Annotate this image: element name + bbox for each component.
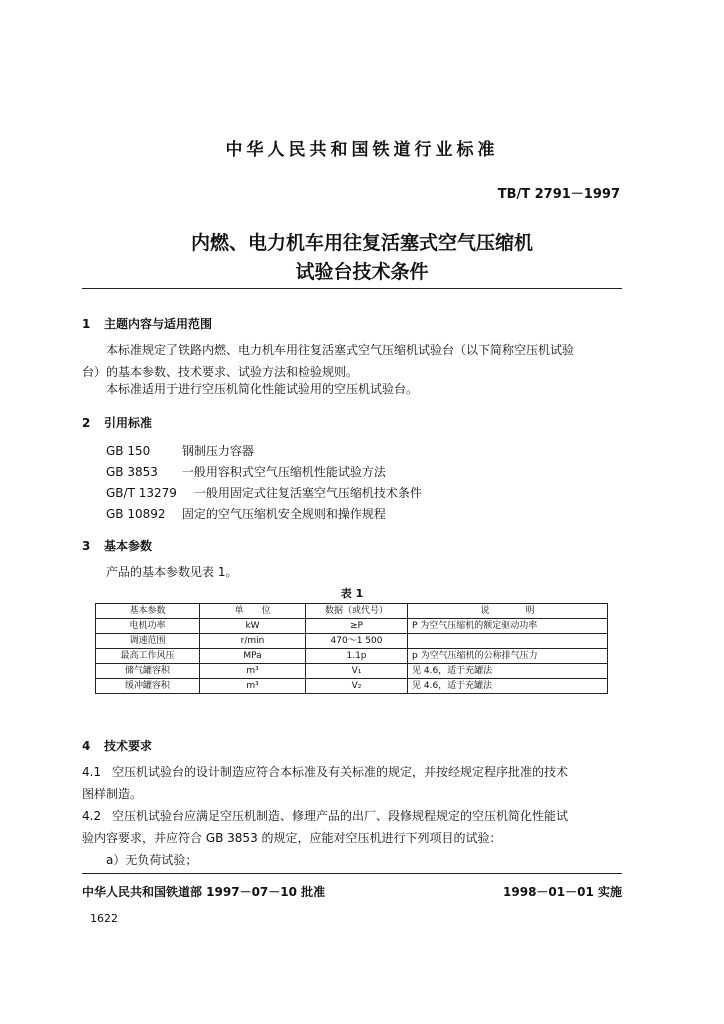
reference-code: GB 3853 — [106, 465, 158, 479]
section-2-number: 2 — [82, 416, 91, 430]
clause-4-2-line-2: 验内容要求，并应符合 GB 3853 的规定，应能对空压机进行下列项目的试验： — [82, 831, 502, 845]
section-2-title: 引用标准 — [104, 416, 153, 430]
reference-standard — [106, 505, 386, 522]
section-1-title: 主题内容与适用范围 — [104, 317, 213, 331]
reference-code: GB/T 13279 — [106, 486, 177, 500]
table-header-cell: 单 位 — [200, 604, 306, 619]
issuing-authority-header: 中华人民共和国铁道行业标准 — [225, 140, 499, 160]
clause-4-1-line-1: 空压机试验台的设计制造应符合本标准及有关标准的规定，并按经规定程序批准的技术 — [112, 765, 569, 779]
table-cell: m³ — [200, 679, 306, 694]
reference-title: 一般用容积式空气压缩机性能试验方法 — [181, 465, 386, 479]
reference-standard — [106, 463, 386, 480]
section-4-number: 4 — [82, 739, 91, 753]
title-divider — [82, 288, 622, 289]
document-title-line-2: 试验台技术条件 — [295, 261, 429, 283]
clause-4-1 — [82, 761, 622, 805]
table-header-cell: 说 明 — [408, 604, 608, 619]
table-cell: 见 4.6，适于充罐法 — [408, 664, 608, 679]
table-cell: 470～1 500 — [306, 634, 408, 649]
table-row — [96, 664, 608, 679]
clause-4-1-line-2: 图样制造。 — [82, 787, 143, 801]
table-header-cell: 基本参数 — [96, 604, 200, 619]
table-row — [96, 619, 608, 634]
document-title-line-1: 内燃、电力机车用往复活塞式空气压缩机 — [190, 232, 533, 254]
table-1-caption: 表 1 — [340, 587, 364, 600]
table-cell: ≥P — [306, 619, 408, 634]
table-cell: 电机功率 — [96, 619, 200, 634]
section-4-heading — [82, 737, 152, 754]
table-row — [96, 679, 608, 694]
page-number: 1622 — [90, 912, 118, 925]
table-cell: V₁ — [306, 664, 408, 679]
clause-4-2-line-1: 空压机试验台应满足空压机制造、修理产品的出厂、段修规程规定的空压机简化性能试 — [112, 809, 569, 823]
standard-code: TB/T 2791－1997 — [497, 187, 620, 202]
footer-divider — [82, 873, 622, 874]
table-header-cell: 数据（或代号） — [306, 604, 408, 619]
section-1-number: 1 — [82, 317, 91, 331]
table-cell: m³ — [200, 664, 306, 679]
table-cell — [408, 634, 608, 649]
table-cell: 见 4.6，适于充罐法 — [408, 679, 608, 694]
reference-code: GB 150 — [106, 444, 151, 458]
reference-standard — [106, 442, 254, 459]
section-4-title: 技术要求 — [104, 739, 153, 753]
reference-standard — [106, 484, 422, 501]
clause-4-2-number: 4.2 — [82, 809, 102, 823]
section-1-p1-line-2: 台）的基本参数、技术要求、试验方法和检验规则。 — [82, 365, 359, 379]
section-3-title: 基本参数 — [104, 539, 153, 553]
table-cell: 1.1p — [306, 649, 408, 664]
section-1-paragraph-2: 本标准适用于进行空压机简化性能试验用的空压机试验台。 — [106, 382, 419, 396]
table-cell: kW — [200, 619, 306, 634]
table-row — [96, 649, 608, 664]
implementation-date: 1998－01－01 实施 — [503, 885, 622, 899]
section-1-heading — [82, 315, 212, 332]
section-1-p1-line-1: 本标准规定了铁路内燃、电力机车用往复活塞式空气压缩机试验台（以下简称空压机试验 — [106, 343, 575, 357]
basic-parameters-table — [95, 603, 608, 694]
section-3-intro: 产品的基本参数见表 1。 — [106, 565, 238, 579]
table-cell: r/min — [200, 634, 306, 649]
section-2-heading — [82, 414, 152, 431]
clause-4-1-number: 4.1 — [82, 765, 102, 779]
table-cell: P 为空气压缩机的额定驱动功率 — [408, 619, 608, 634]
reference-title: 一般用固定式往复活塞空气压缩机技术条件 — [193, 486, 422, 500]
table-cell: V₂ — [306, 679, 408, 694]
table-cell: MPa — [200, 649, 306, 664]
table-cell: 储气罐容积 — [96, 664, 200, 679]
table-cell: 最高工作风压 — [96, 649, 200, 664]
reference-code: GB 10892 — [106, 507, 166, 521]
table-row — [96, 634, 608, 649]
section-3-heading — [82, 537, 152, 554]
table-header-row — [96, 604, 608, 619]
reference-title: 固定的空气压缩机安全规则和操作规程 — [181, 507, 386, 521]
reference-title: 钢制压力容器 — [181, 444, 254, 458]
section-1-paragraph-1 — [82, 339, 622, 383]
test-item-a: a）无负荷试验； — [106, 853, 198, 867]
table-cell: p 为空气压缩机的公称排气压力 — [408, 649, 608, 664]
approval-line: 中华人民共和国铁道部 1997－07－10 批准 — [82, 885, 326, 899]
table-cell: 调速范围 — [96, 634, 200, 649]
table-cell: 缓冲罐容积 — [96, 679, 200, 694]
clause-4-2 — [82, 805, 622, 849]
section-3-number: 3 — [82, 539, 91, 553]
